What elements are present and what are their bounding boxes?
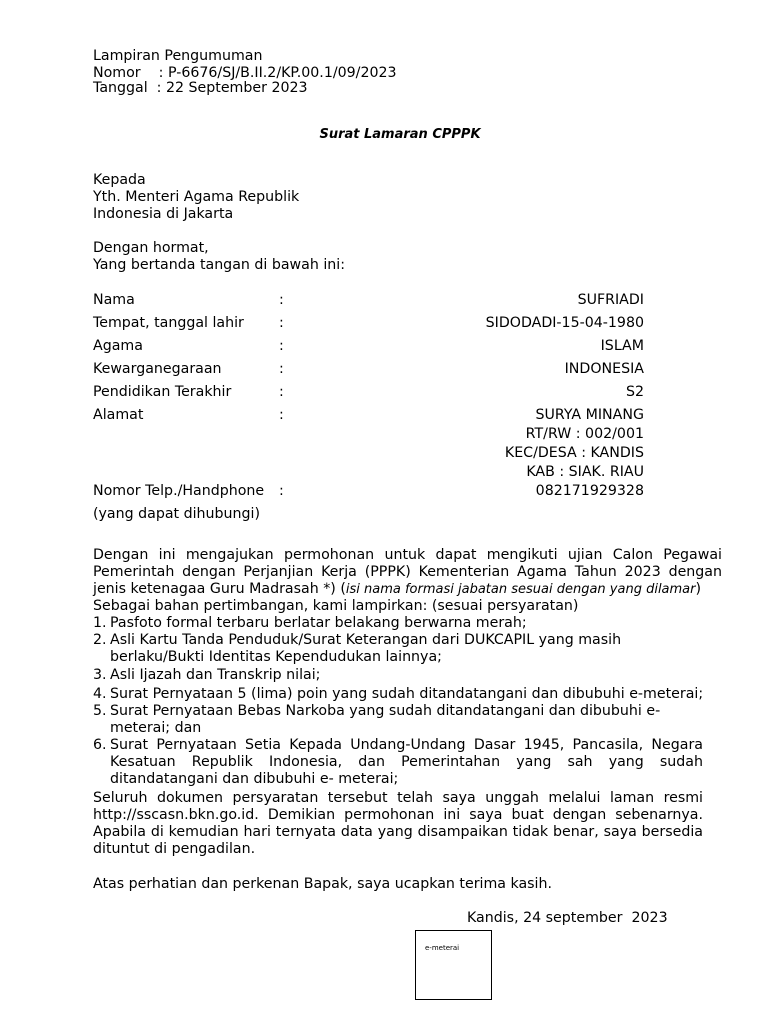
attachments-intro: Sebagai bahan pertimbangan, kami lampirkan: (sesuai persyaratan)	[93, 598, 579, 614]
identity-colon: :	[279, 384, 284, 400]
identity-colon: :	[279, 315, 284, 331]
header-tanggal: Tanggal : 22 September 2023	[93, 80, 308, 96]
address-row	[93, 445, 644, 462]
identity-row-birth	[93, 315, 644, 332]
application-text-end: )	[695, 581, 702, 597]
address-row	[93, 426, 644, 443]
declaration-paragraph: Seluruh dokumen persyaratan tersebut telah saya unggah melalui laman resmi http://sscasn.bkn.go.id. Demikian permohonan ini saya buat dengan sebenarnya. Apabila di kemudian hari ternyata data yang disampaikan tidak benar, saya bersedia dituntut di pengadilan.	[93, 790, 703, 857]
identity-label: Alamat	[93, 407, 144, 423]
identity-row-religion	[93, 338, 644, 355]
list-number: 1.	[93, 615, 107, 631]
list-number: 5.	[93, 703, 107, 719]
closing-line: Atas perhatian dan perkenan Bapak, saya ucapkan terima kasih.	[93, 876, 553, 892]
address-row	[93, 464, 644, 481]
recipient-line-2: Yth. Menteri Agama Republik	[93, 189, 300, 205]
list-text: Surat Pernyataan Setia Kepada Undang-Undang Dasar 1945, Pancasila, Negara Kesatuan Republik Indonesia, dan Pemerintahan yang sah yang sudah ditandatangani dan dibubuhi e- meterai;	[110, 737, 703, 787]
identity-colon: :	[279, 338, 284, 354]
identity-value: INDONESIA	[564, 361, 644, 377]
identity-label: Nama	[93, 292, 135, 308]
list-text: Surat Pernyataan 5 (lima) poin yang sudah ditandatangani dan dibubuhi e-meterai;	[110, 686, 704, 702]
identity-row-phone	[93, 483, 644, 500]
identity-row-citizenship	[93, 361, 644, 378]
signature-place-date: Kandis, 24 september 2023	[467, 910, 668, 926]
address-line: KAB : SIAK. RIAU	[526, 464, 644, 480]
phone-note: (yang dapat dihubungi)	[93, 506, 261, 522]
list-text: Asli Ijazah dan Transkrip nilai;	[110, 667, 321, 683]
header-nomor: Nomor : P-6676/SJ/B.II.2/KP.00.1/09/2023	[93, 65, 397, 81]
identity-label: Agama	[93, 338, 143, 354]
identity-value: SUFRIADI	[577, 292, 644, 308]
identity-row-address	[93, 407, 644, 424]
address-line: RT/RW : 002/001	[525, 426, 644, 442]
identity-label: Nomor Telp./Handphone	[93, 483, 265, 499]
identity-label: Tempat, tanggal lahir	[93, 315, 244, 331]
list-text: Surat Pernyataan Bebas Narkoba yang sudah ditandatangani dan dibubuhi e-meterai; dan	[110, 703, 661, 736]
identity-colon: :	[279, 292, 284, 308]
address-line: SURYA MINANG	[535, 407, 644, 423]
recipient-line-3: Indonesia di Jakarta	[93, 206, 234, 222]
list-text: Asli Kartu Tanda Penduduk/Surat Keterangan dari DUKCAPIL yang masih berlaku/Bukti Identitas Kependudukan lainnya;	[110, 632, 622, 665]
application-text: Dengan ini mengajukan permohonan untuk dapat mengikuti ujian Calon Pegawai Pemerintah dengan Perjanjian Kerja (PPPK) Kementerian Agama Tahun 2023 dengan jenis ketenagaa Guru Madrasah *) (	[93, 547, 722, 597]
recipient-line-1: Kepada	[93, 172, 146, 188]
list-number: 2.	[93, 632, 107, 648]
identity-row-name	[93, 292, 644, 309]
application-paragraph	[93, 547, 722, 598]
list-number: 3.	[93, 667, 107, 683]
letter-title: Surat Lamaran CPPPK	[319, 127, 481, 142]
list-text: Pasfoto formal terbaru berlatar belakang berwarna merah;	[110, 615, 527, 631]
greeting-line-2: Yang bertanda tangan di bawah ini:	[93, 257, 345, 273]
list-number: 6.	[93, 737, 107, 753]
identity-label: Pendidikan Terakhir	[93, 384, 232, 400]
identity-colon: :	[279, 361, 284, 377]
identity-colon: :	[279, 407, 284, 423]
greeting-line-1: Dengan hormat,	[93, 240, 209, 256]
identity-label: Kewarganegaraan	[93, 361, 222, 377]
identity-row-education	[93, 384, 644, 401]
application-note: isi nama formasi jabatan sesuai dengan yang dilamar	[345, 582, 696, 597]
e-meterai-stamp-box	[415, 930, 492, 1000]
e-meterai-label: e-meterai	[425, 944, 460, 952]
identity-colon: :	[279, 483, 284, 499]
identity-value: SIDODADI-15-04-1980	[485, 315, 644, 331]
identity-value: S2	[625, 384, 644, 400]
identity-value: 082171929328	[535, 483, 644, 499]
list-number: 4.	[93, 686, 107, 702]
header-line: Lampiran Pengumuman	[93, 48, 263, 64]
identity-value: ISLAM	[600, 338, 644, 354]
address-line: KEC/DESA : KANDIS	[504, 445, 644, 461]
